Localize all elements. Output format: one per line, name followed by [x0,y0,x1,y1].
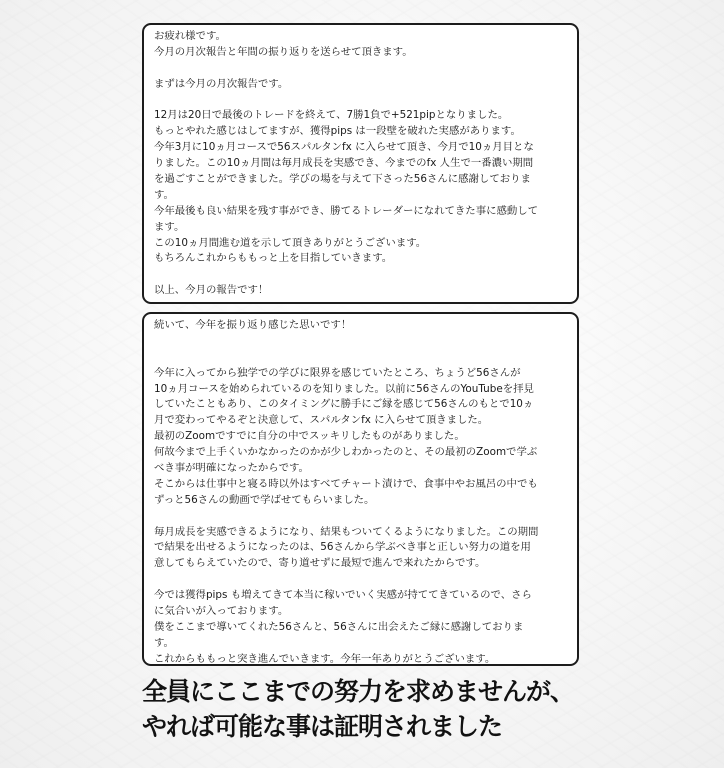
blank-line [154,334,567,350]
message-line: そこからは仕事中と寝る時以外はすべてチャート漬けで、食事中やお風呂の中でも [154,477,538,490]
message-line: 今月の月次報告と年間の振り返りを送らせて頂きます。 [154,45,413,58]
headline-line-1: 全員にここまでの努力を求めませんが、 [142,677,575,706]
message-line: 月で変わってやるぞと決意して、スパルタンfx に入らせて頂きました。 [154,414,489,427]
message-line: りました。この10ヵ月間は毎月成長を実感でき、今までのfx 人生で一番濃い期間 [154,157,534,170]
message-text [154,318,567,666]
message-line: ます。 [154,220,185,233]
message-line: べき事が明確になったからです。 [154,462,309,475]
message-line: 10ヵ月コースを始められているのを知りました。以前に56さんのYouTubeを拝見 [154,382,534,395]
message-line: を過ごすことができました。学びの場を与えて下さった56さんに感謝しておりま [154,173,531,186]
message-line: す。 [154,636,174,649]
blank-line [154,267,567,283]
message-line: していたこともあり、このタイミングに勝手にご縁を感じて56さんのもとで10ヵ [154,398,534,411]
message-line: 続いて、今年を振り返り感じた思いです！ [154,319,352,331]
message-line: 意してもらえていたので、寄り道せずに最短で進んで来れたからです。 [154,557,486,570]
blank-line [154,93,567,109]
message-line: に気合いが入っております。 [154,605,289,618]
message-line: 何故今まで上手くいかなかったのかが少しわかったのと、その最初のZoomで学ぶ [154,446,538,459]
message-line: 今年3月に10ヵ月コースで56スパルタンfx に入らせて頂き、今月で10ヵ月目とな [154,141,534,154]
message-text [154,29,567,299]
message-line: この10ヵ月間進む道を示して頂きありがとうございます。 [154,236,427,249]
message-line: お疲れ様です。 [154,30,226,42]
blank-line [154,61,567,77]
message-line: 以上、今月の報告です！ [154,284,269,297]
message-line: 今年に入ってから独学での学びに限界を感じていたところ、ちょうど56さんが [154,366,521,379]
message-line: これからももっと突き進んでいきます。今年一年ありがとうございます。 [154,652,496,665]
message-line: 毎月成長を実感できるようになり、結果もついてくるようになりました。この期間 [154,525,539,538]
message-line: す。 [154,188,174,201]
blank-line [154,572,567,588]
blank-line [154,509,567,525]
message-line: ずっと56さんの動画で学ばせてもらいました。 [154,493,375,506]
message-box-year-review [142,312,579,666]
message-line: 最初のZoomですでに自分の中でスッキリしたものがありました。 [154,430,465,443]
message-line: 12月は20日で最後のトレードを終えて、7勝1負で+521pipとなりました。 [154,109,509,122]
message-line: 僕をここまで導いてくれた56さんと、56さんに出会えたご縁に感謝しておりま [154,620,524,633]
message-line: まずは今月の月次報告です。 [154,77,289,90]
headline-line-2: やれば可能な事は証明されました [142,712,503,741]
message-line: 今年最後も良い結果を残す事ができ、勝てるトレーダーになれてきた事に感動して [154,204,539,217]
message-line: 今では獲得pips も増えてきて本当に稼いでいく実感が持ててきているので、さら [154,589,532,602]
message-line: もちろんこれからももっと上を目指していきます。 [154,252,393,265]
message-box-monthly-report [142,23,579,304]
message-line: もっとやれた感じはしてますが、獲得pips は一段壁を破れた実感があります。 [154,125,521,138]
message-line: で結果を出せるようになったのは、56さんから学ぶべき事と正しい努力の道を用 [154,541,531,554]
blank-line [154,350,567,366]
